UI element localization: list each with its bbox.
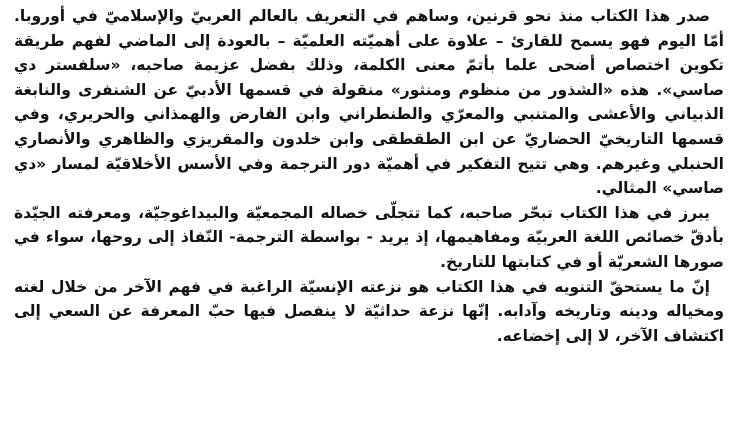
paragraph-3: إنّ ما يستحقّ التنويه في هذا الكتاب هو نزعته الإنسيّة الراغبة في فهم الآخر من خلال لغته ومخياله ودينه وتاريخه وآدابه. إنّها نزعة حداثيّة لا ينفصل فيها حبّ المعرفة عن السعي إلى اكتشاف الآخر، لا إلى إخضاعه. <box>14 277 724 345</box>
paragraph-2: يبرز في هذا الكتاب تبحّر صاحبه، كما تتجلّى خصاله المجمعيّة والبيداغوجيّة، ومعرفته الجيّدة بأدقّ خصائص اللغة العربيّة ومفاهيمها، إذ يريد - بواسطة الترجمة- النّفاذ إلى روحها، سواء في صورها الشعريّة أو في كتابتها للتاريخ. <box>14 203 724 271</box>
document-page <box>14 4 724 348</box>
paragraph-1: صدر هذا الكتاب منذ نحو قرنين، وساهم في التعريف بالعالم العربيّ والإسلاميّ في أوروبا. أمّا اليوم فهو يسمح للقارئ – علاوة على أهميّته العلميّة – بالعودة إلى الماضي لفهم طريقة تكوين اختصاص أضحى علما بأتمّ معنى الكلمة، وذلك بفضل عزيمة صاحبه، «سلفستر دي صاسي». هذه «الشذور من منظوم ومنثور» منقولة في قسمها الأدبيّ عن الشنفرى والنابغة الذبياني والأعشى والمتنبي والمعرّي والطنطراني وابن الفارض والهمذاني والحريري، وفي قسمها التاريخيّ الحضاريّ عن ابن الطقطقى وابن خلدون والمقريزي والظاهري والأنصاري الحنبلي وغيرهم. وهي تتيح التفكير في أهميّة دور الترجمة وفي الأسس الأخلاقيّة لمسار «دي صاسي» المثالي. <box>14 7 724 198</box>
